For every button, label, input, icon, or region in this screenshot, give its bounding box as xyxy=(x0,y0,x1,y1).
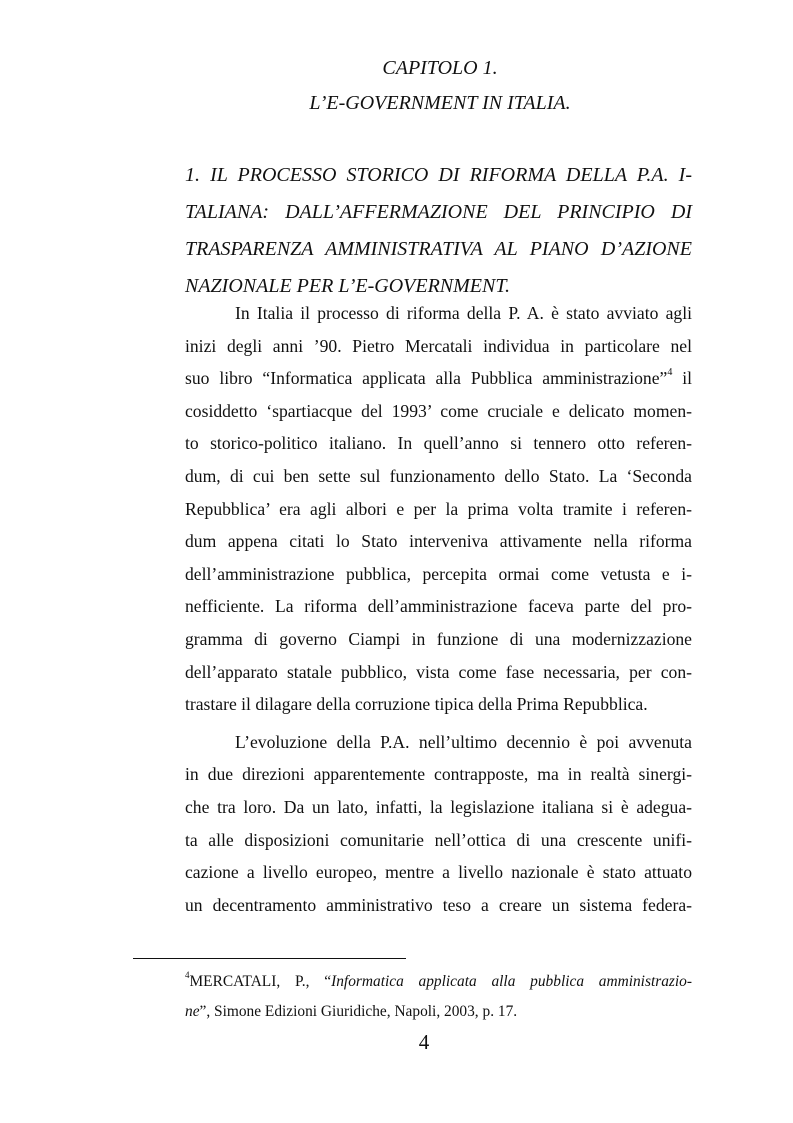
paragraph-line: gramma di governo Ciampi in funzione di una modernizzazione xyxy=(185,628,692,649)
footnote-title: ne xyxy=(185,1003,200,1020)
paragraph-line: in due direzioni apparentemente contrapposte, ma in realtà sinergi- xyxy=(185,764,692,785)
paragraph-line: dell’amministrazione pubblica, percepita ormai come vetusta e i- xyxy=(185,563,692,584)
footnote-author: MERCATALI, P., “ xyxy=(189,973,332,990)
paragraph-line: ta alle disposizioni comunitarie nell’ottica di una crescente unifi- xyxy=(185,829,692,850)
footnote-marker: 4 xyxy=(185,970,190,980)
text-fragment: suo libro “Informatica applicata alla Pubblica amministrazione” xyxy=(185,368,668,389)
paragraph-line: dum, di cui ben sette sul funzionamento dello Stato. La ‘Seconda xyxy=(185,465,692,486)
chapter-title: L’E-GOVERNMENT IN ITALIA. xyxy=(309,92,571,114)
paragraph-line: nefficiente. La riforma dell’amministrazione faceva parte del pro- xyxy=(185,596,692,617)
footnote-publisher: ”, Simone Edizioni Giuridiche, Napoli, 2003, p. 17. xyxy=(199,1003,518,1020)
paragraph-line: cosiddetto ‘spartiacque del 1993’ come cruciale e delicato momen- xyxy=(185,400,692,421)
footnote-line xyxy=(185,997,692,1027)
section-title-line: TALIANA: DALL’AFFERMAZIONE DEL PRINCIPIO DI xyxy=(185,201,692,223)
page-number: 4 xyxy=(418,1030,430,1054)
paragraph-line: dell’apparato statale pubblico, vista come fase necessaria, per con- xyxy=(185,661,692,682)
chapter-number: CAPITOLO 1. xyxy=(382,57,498,79)
footnote-line xyxy=(185,967,692,997)
section-title xyxy=(185,157,692,305)
footnote xyxy=(185,967,692,1027)
paragraph-line: to storico-politico italiano. In quell’anno si tennero otto referen- xyxy=(185,433,692,454)
section-title-line: TRASPARENZA AMMINISTRATIVA AL PIANO D’AZIONE xyxy=(185,238,692,260)
section-title-line: NAZIONALE PER L’E-GOVERNMENT. xyxy=(185,275,510,297)
paragraph-line: L’evoluzione della P.A. nell’ultimo decennio è poi avvenuta xyxy=(235,731,692,752)
footnote-reference[interactable]: 4 xyxy=(667,367,673,379)
paragraph-line: dum appena citati lo Stato interveniva attivamente nella riforma xyxy=(185,531,692,552)
section-title-line: 1. IL PROCESSO STORICO DI RIFORMA DELLA P.A. I- xyxy=(185,164,692,186)
text-fragment: il xyxy=(682,368,692,389)
body-text xyxy=(185,297,692,921)
paragraph-line: In Italia il processo di riforma della P. A. è stato avviato agli xyxy=(235,303,692,323)
paragraph-line: inizi degli anni ’90. Pietro Mercatali individua in particolare nel xyxy=(185,335,692,356)
paragraph-line xyxy=(185,362,692,395)
footnote-title: Informatica applicata alla pubblica amministrazio- xyxy=(331,973,692,990)
paragraph-line: un decentramento amministrativo teso a creare un sistema federa- xyxy=(185,894,692,915)
footnote-divider xyxy=(133,958,406,959)
paragraph-line: trastare il dilagare della corruzione tipica della Prima Repubblica. xyxy=(185,694,648,715)
paragraph-line: Repubblica’ era agli albori e per la prima volta tramite i referen- xyxy=(185,498,692,519)
paragraph-line: che tra loro. Da un lato, infatti, la legislazione italiana si è adegua- xyxy=(185,796,692,817)
paragraph-line: cazione a livello europeo, mentre a livello nazionale è stato attuato xyxy=(185,862,692,883)
